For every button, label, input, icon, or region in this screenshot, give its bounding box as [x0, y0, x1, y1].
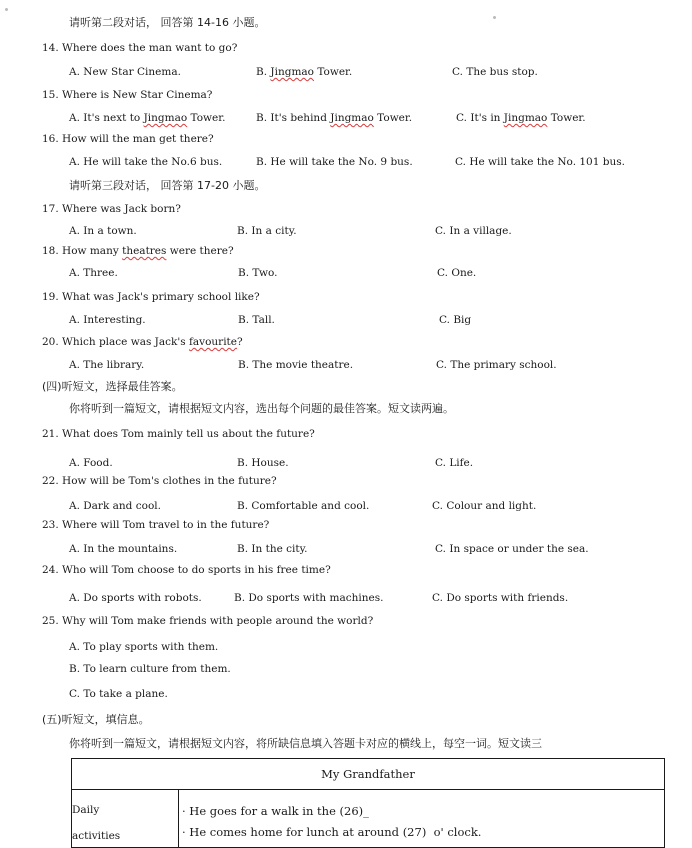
spellcheck-word: favourite — [189, 336, 237, 348]
question-16 — [42, 132, 214, 146]
question-17 — [42, 202, 181, 216]
question-text: How many — [62, 245, 123, 257]
question-text: What was Jack's primary school like? — [62, 291, 260, 303]
table-item: · He comes home for lunch at around (27) o' clock. — [182, 825, 482, 839]
option-a: A. Dark and cool. — [69, 500, 161, 512]
option-c: C. Life. — [435, 457, 474, 469]
part-heading: (四)听短文，选择最佳答案。 — [42, 380, 183, 393]
question-24 — [42, 563, 331, 577]
question-22 — [42, 474, 277, 488]
question-25 — [42, 614, 373, 628]
question-number: 21. — [42, 428, 59, 440]
option-b — [256, 65, 352, 79]
question-number: 20. — [42, 336, 59, 348]
option-c: C. In a village. — [435, 225, 512, 237]
option-b: B. Two. — [238, 267, 278, 279]
part-heading: (五)听短文，填信息。 — [42, 713, 150, 726]
table-row-label: Daily — [72, 804, 100, 816]
option-text: Tower. — [187, 112, 226, 124]
option-c — [456, 111, 586, 125]
question-18 — [42, 244, 234, 258]
question-number: 24. — [42, 564, 59, 576]
spellcheck-word: Jingmao — [143, 112, 188, 124]
option-b: B. To learn culture from them. — [69, 663, 231, 675]
question-23 — [42, 518, 269, 532]
spellcheck-word: theatres — [122, 245, 167, 257]
table-divider — [178, 789, 179, 847]
question-text: Which place was Jack's — [62, 336, 190, 348]
option-c: C. In space or under the sea. — [435, 543, 589, 555]
question-text: What does Tom mainly tell us about the future? — [62, 428, 315, 440]
question-20 — [42, 335, 243, 349]
question-21 — [42, 427, 315, 441]
option-c: C. Big — [439, 314, 472, 326]
question-text: were there? — [166, 245, 234, 257]
option-c: C. The bus stop. — [452, 66, 538, 78]
option-text: C. It's in — [456, 112, 504, 124]
question-text: Where will Tom travel to in the future? — [62, 519, 270, 531]
option-a: A. The library. — [69, 359, 145, 371]
info-table — [71, 758, 665, 848]
table-row-label: activities — [72, 830, 121, 842]
table-item: · He goes for a walk in the (26)_ — [182, 804, 369, 818]
spellcheck-word: Jingmao — [503, 112, 548, 124]
table-title: My Grandfather — [72, 759, 664, 790]
option-a: A. Food. — [69, 457, 113, 469]
question-text: ? — [237, 336, 243, 348]
option-text: B. — [256, 66, 271, 78]
option-a: A. New Star Cinema. — [69, 66, 181, 78]
option-c: C. He will take the No. 101 bus. — [455, 156, 625, 168]
option-b: B. The movie theatre. — [238, 359, 354, 371]
question-text: Who will Tom choose to do sports in his free time? — [62, 564, 331, 576]
question-text: Where was Jack born? — [62, 203, 181, 215]
option-a: A. Three. — [69, 267, 118, 279]
option-b: B. Do sports with machines. — [234, 592, 384, 604]
part-intro: 你将听到一篇短文，请根据短文内容，将所缺信息填入答题卡对应的横线上，每空一词。短文读三 — [69, 737, 542, 750]
question-number: 16. — [42, 133, 59, 145]
option-text: Tower. — [547, 112, 586, 124]
option-a — [69, 111, 225, 125]
question-number: 18. — [42, 245, 59, 257]
option-b — [256, 111, 412, 125]
option-b: B. In the city. — [237, 543, 308, 555]
part-intro: 你将听到一篇短文，请根据短文内容，选出每个问题的最佳答案。短文读两遍。 — [69, 402, 454, 415]
option-a: A. In the mountains. — [69, 543, 178, 555]
option-b: B. In a city. — [237, 225, 297, 237]
option-text: Tower. — [314, 66, 353, 78]
section-intro: 请听第二段对话， 回答第 14-16 小题。 — [69, 16, 266, 29]
question-19 — [42, 290, 260, 304]
question-number: 15. — [42, 89, 59, 101]
question-number: 14. — [42, 42, 59, 54]
question-15 — [42, 88, 212, 102]
question-number: 19. — [42, 291, 59, 303]
option-text: B. It's behind — [256, 112, 331, 124]
option-b: B. Comfortable and cool. — [237, 500, 370, 512]
question-text: How will be Tom's clothes in the future? — [62, 475, 277, 487]
question-text: How will the man get there? — [62, 133, 214, 145]
option-a: A. To play sports with them. — [69, 641, 219, 653]
spellcheck-word: Jingmao — [330, 112, 374, 124]
option-b: B. He will take the No. 9 bus. — [256, 156, 413, 168]
question-text: Where does the man want to go? — [62, 42, 238, 54]
option-a: A. Interesting. — [69, 314, 146, 326]
option-c: C. Do sports with friends. — [432, 592, 569, 604]
question-number: 23. — [42, 519, 59, 531]
question-text: Why will Tom make friends with people around the world? — [62, 615, 374, 627]
option-b: B. House. — [237, 457, 289, 469]
option-a: A. In a town. — [69, 225, 137, 237]
margin-mark — [5, 8, 8, 11]
option-text: Tower. — [373, 112, 413, 124]
spellcheck-word: Jingmao — [270, 66, 314, 78]
question-number: 17. — [42, 203, 59, 215]
option-c: C. To take a plane. — [69, 688, 168, 700]
question-number: 25. — [42, 615, 59, 627]
question-14 — [42, 41, 237, 55]
section-intro: 请听第三段对话， 回答第 17-20 小题。 — [69, 179, 266, 192]
option-text: A. It's next to — [69, 112, 144, 124]
question-text: Where is New Star Cinema? — [62, 89, 213, 101]
option-c: C. The primary school. — [436, 359, 557, 371]
option-a: A. He will take the No.6 bus. — [69, 156, 223, 168]
option-b: B. Tall. — [238, 314, 275, 326]
option-c: C. Colour and light. — [432, 500, 537, 512]
question-number: 22. — [42, 475, 59, 487]
option-a: A. Do sports with robots. — [69, 592, 202, 604]
margin-mark — [493, 16, 496, 19]
option-c: C. One. — [437, 267, 477, 279]
